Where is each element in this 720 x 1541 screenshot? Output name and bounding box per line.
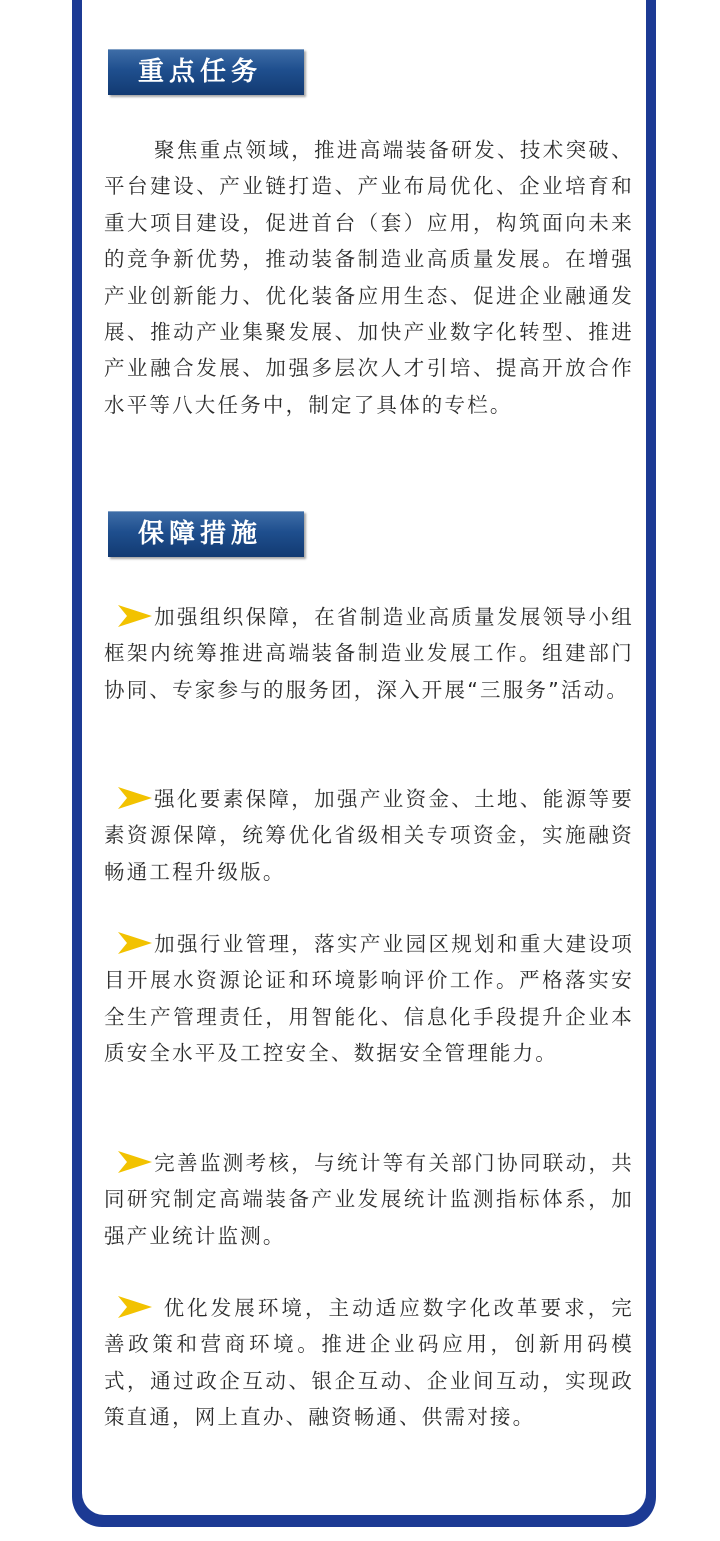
measure-item-text: 加强组织保障，在省制造业高质量发展领导小组框架内统筹推进高端装备制造业发展工作。组建部门协同、专家参与的服务团，深入开展“三服务”活动。 [104, 605, 634, 702]
measure-item [104, 1145, 634, 1254]
arrow-bullet-icon [118, 1151, 152, 1173]
measure-item-text: 完善监测考核，与统计等有关部门协同联动，共同研究制定高端装备产业发展统计监测指标体系，加强产业统计监测。 [104, 1151, 634, 1248]
measure-item [104, 781, 634, 890]
arrow-bullet-icon [118, 605, 152, 627]
measure-item [104, 926, 634, 1072]
measure-item-text: 优化发展环境，主动适应数字化改革要求，完善政策和营商环境。推进企业码应用，创新用码模式，通过政企互动、银企互动、企业间互动，实现政策直通，网上直办、融资畅通、供需对接。 [104, 1296, 634, 1430]
measure-item [104, 1290, 634, 1436]
arrow-bullet-icon [118, 932, 152, 954]
section-title-tasks: 重点任务 [108, 49, 304, 95]
measure-item [104, 599, 634, 708]
tasks-paragraph: 聚焦重点领域，推进高端装备研发、技术突破、平台建设、产业链打造、产业布局优化、企业培育和重大项目建设，促进首台（套）应用，构筑面向未来的竞争新优势，推动装备制造业高质量发展。在增强产业创新能力、优化装备应用生态、促进企业融通发展、推动产业集聚发展、加快产业数字化转型、推进产业融合发展、加强多层次人才引培、提高开放合作水平等八大任务中，制定了具体的专栏。 [104, 138, 634, 417]
arrow-bullet-icon [118, 787, 152, 809]
arrow-bullet-icon [118, 1296, 152, 1318]
measure-item-text: 强化要素保障，加强产业资金、土地、能源等要素资源保障，统筹优化省级相关专项资金，实施融资畅通工程升级版。 [104, 787, 634, 884]
section-title-measures: 保障措施 [108, 511, 304, 557]
measure-item-text: 加强行业管理，落实产业园区规划和重大建设项目开展水资源论证和环境影响评价工作。严格落实安全生产管理责任，用智能化、信息化手段提升企业本质安全水平及工控安全、数据安全管理能力。 [104, 932, 634, 1066]
